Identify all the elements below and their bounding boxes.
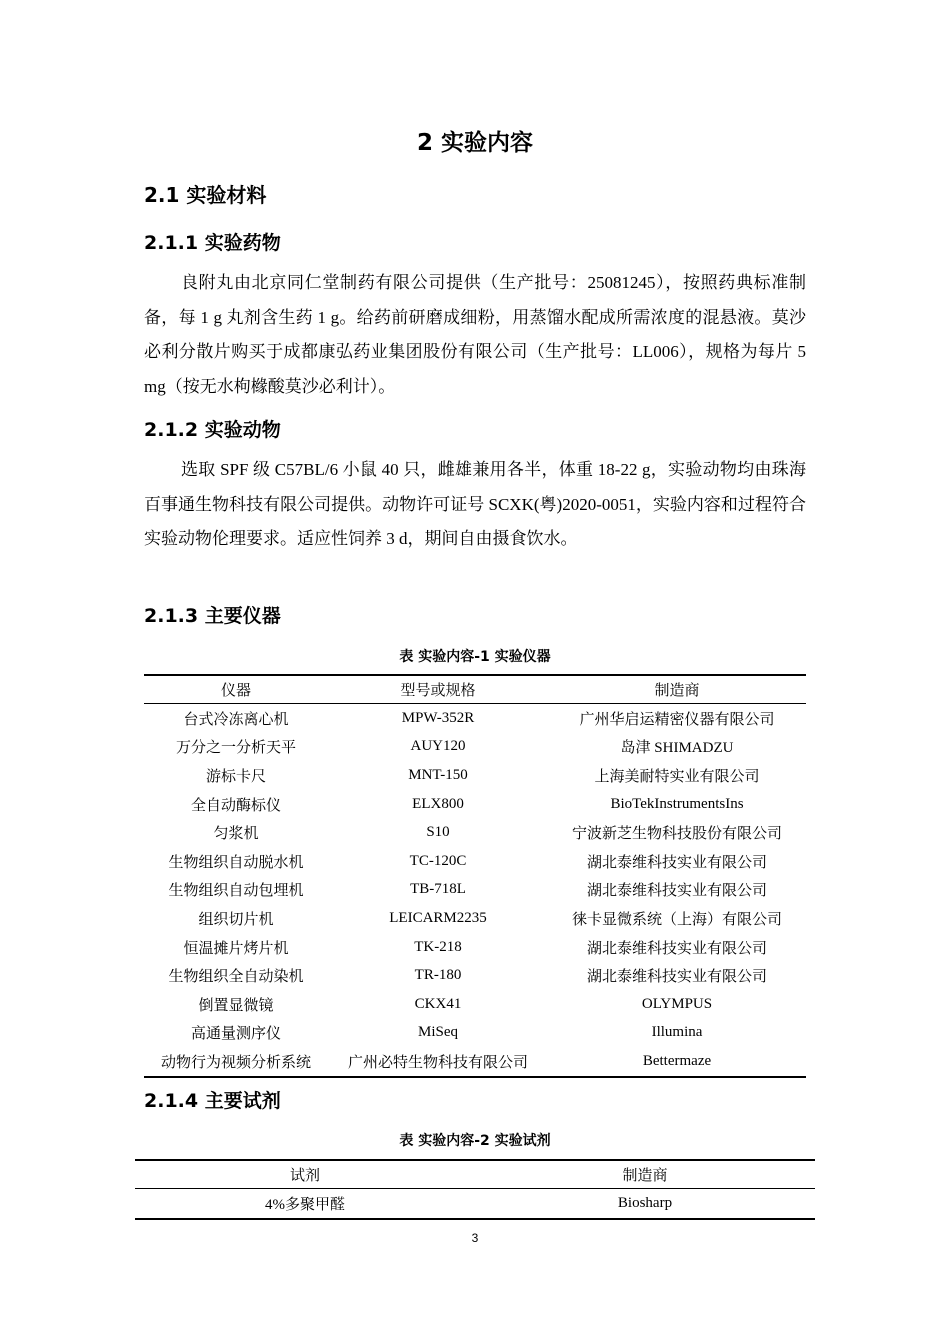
table-cell: LEICARM2235: [389, 909, 487, 926]
table-cell: 上海美耐特实业有限公司: [594, 768, 760, 785]
paragraph-animals: 选取 SPF 级 C57BL/6 小鼠 40 只，雌雄兼用各半，体重 18-22 g，实验动物均由珠海百事通生物科技有限公司提供。动物许可证号 SCXK(粤)2020-0051，实验内容和过程符合实验动物伦理要求。适应性饲养 3 d，期间自由摄食饮水。: [144, 460, 806, 548]
section-heading-materials: 2.1 实验材料: [144, 183, 267, 207]
table-row: [144, 1047, 806, 1077]
table-row: [135, 1189, 815, 1219]
section-heading-drugs: 2.1.1 实验药物: [144, 232, 281, 254]
table-cell: OLYMPUS: [641, 995, 713, 1012]
table-cell: MNT-150: [408, 766, 468, 783]
table-row: [144, 818, 806, 847]
table-cell: S10: [426, 824, 450, 841]
table-row: [144, 847, 806, 876]
table-cell: 恒温摊片烤片机: [183, 940, 289, 957]
table-cell: 广州必特生物科技有限公司: [328, 1047, 548, 1077]
table-row: [144, 990, 806, 1019]
table-cell: 4%多聚甲醛: [135, 1189, 475, 1219]
table-cell: BioTekInstrumentsIns: [610, 795, 744, 812]
table-cell: 游标卡尺: [205, 768, 266, 785]
table-cell: TB-718L: [410, 881, 466, 898]
table-cell: 匀浆机: [213, 826, 259, 843]
table-cell: CKX41: [414, 995, 462, 1012]
column-header: 仪器: [144, 675, 328, 704]
table-cell: Biosharp: [475, 1189, 815, 1219]
table-row: [144, 704, 806, 733]
chapter-title: 2 实验内容: [416, 130, 533, 156]
paragraph-drugs: 良附丸由北京同仁堂制药有限公司提供（生产批号：25081245），按照药典标准制备，每 1 g 丸剂含生药 1 g。给药前研磨成细粉，用蒸馏水配成所需浓度的混悬液。莫沙必利分散片购买于成都康弘药业集团股份有限公司（生产批号：LL006），规格为每片 5 mg（按无水枸橼酸莫沙必利计）。: [144, 273, 806, 396]
table-cell: ELX800: [412, 795, 464, 812]
table-cell: AUY120: [410, 738, 466, 755]
table-row: [144, 761, 806, 790]
table-cell: 湖北泰维科技实业有限公司: [586, 883, 767, 900]
table-cell: 生物组织全自动染机: [168, 969, 304, 986]
table-row: [144, 1019, 806, 1048]
section-heading-animals: 2.1.2 实验动物: [144, 419, 281, 441]
table-cell: 全自动酶标仪: [190, 797, 281, 814]
table-cell: TK-218: [414, 938, 462, 955]
table-cell: 广州华启运精密仪器有限公司: [579, 711, 775, 728]
table-row: [144, 961, 806, 990]
table-cell: 台式冷冻离心机: [183, 711, 289, 728]
column-header: 型号或规格: [328, 675, 548, 704]
page-number: 3: [471, 1231, 479, 1245]
section-heading-reagents: 2.1.4 主要试剂: [144, 1090, 281, 1112]
table-cell: 宁波新芝生物科技股份有限公司: [571, 826, 782, 843]
table-cell: TR-180: [414, 967, 462, 984]
table-cell: 万分之一分析天平: [175, 740, 296, 757]
table-row: [144, 733, 806, 762]
table-cell: 高通量测序仪: [190, 1026, 281, 1043]
column-header: 制造商: [548, 675, 806, 704]
table-caption-reagents: 表 实验内容-2 实验试剂: [399, 1133, 551, 1149]
table-cell: MiSeq: [417, 1024, 458, 1041]
table-cell: Bettermaze: [548, 1047, 806, 1077]
table-cell: 生物组织自动包埋机: [168, 883, 304, 900]
section-heading-instruments: 2.1.3 主要仪器: [144, 605, 281, 627]
table-cell: 湖北泰维科技实业有限公司: [586, 940, 767, 957]
column-header: 试剂: [135, 1160, 475, 1189]
instruments-table: [144, 674, 806, 1078]
table-cell: MPW-352R: [401, 709, 475, 726]
table-cell: Illumina: [651, 1024, 703, 1041]
table-cell: 生物组织自动脱水机: [168, 854, 304, 871]
table-cell: 湖北泰维科技实业有限公司: [586, 854, 767, 871]
table-cell: 岛津 SHIMADZU: [620, 740, 734, 757]
reagents-table: [135, 1159, 815, 1220]
column-header: 制造商: [475, 1160, 815, 1189]
table-row: [144, 790, 806, 819]
table-header-row: [144, 675, 806, 704]
table-cell: 动物行为视频分析系统: [144, 1047, 328, 1077]
table-cell: 组织切片机: [198, 911, 274, 928]
table-cell: 湖北泰维科技实业有限公司: [586, 969, 767, 986]
table-row: [144, 876, 806, 905]
table-row: [144, 904, 806, 933]
table-caption-instruments: 表 实验内容-1 实验仪器: [399, 649, 551, 665]
table-header-row: [135, 1160, 815, 1189]
table-cell: TC-120C: [409, 852, 467, 869]
table-cell: 徕卡显微系统（上海）有限公司: [571, 911, 782, 928]
table-row: [144, 933, 806, 962]
table-cell: 倒置显微镜: [198, 997, 274, 1014]
